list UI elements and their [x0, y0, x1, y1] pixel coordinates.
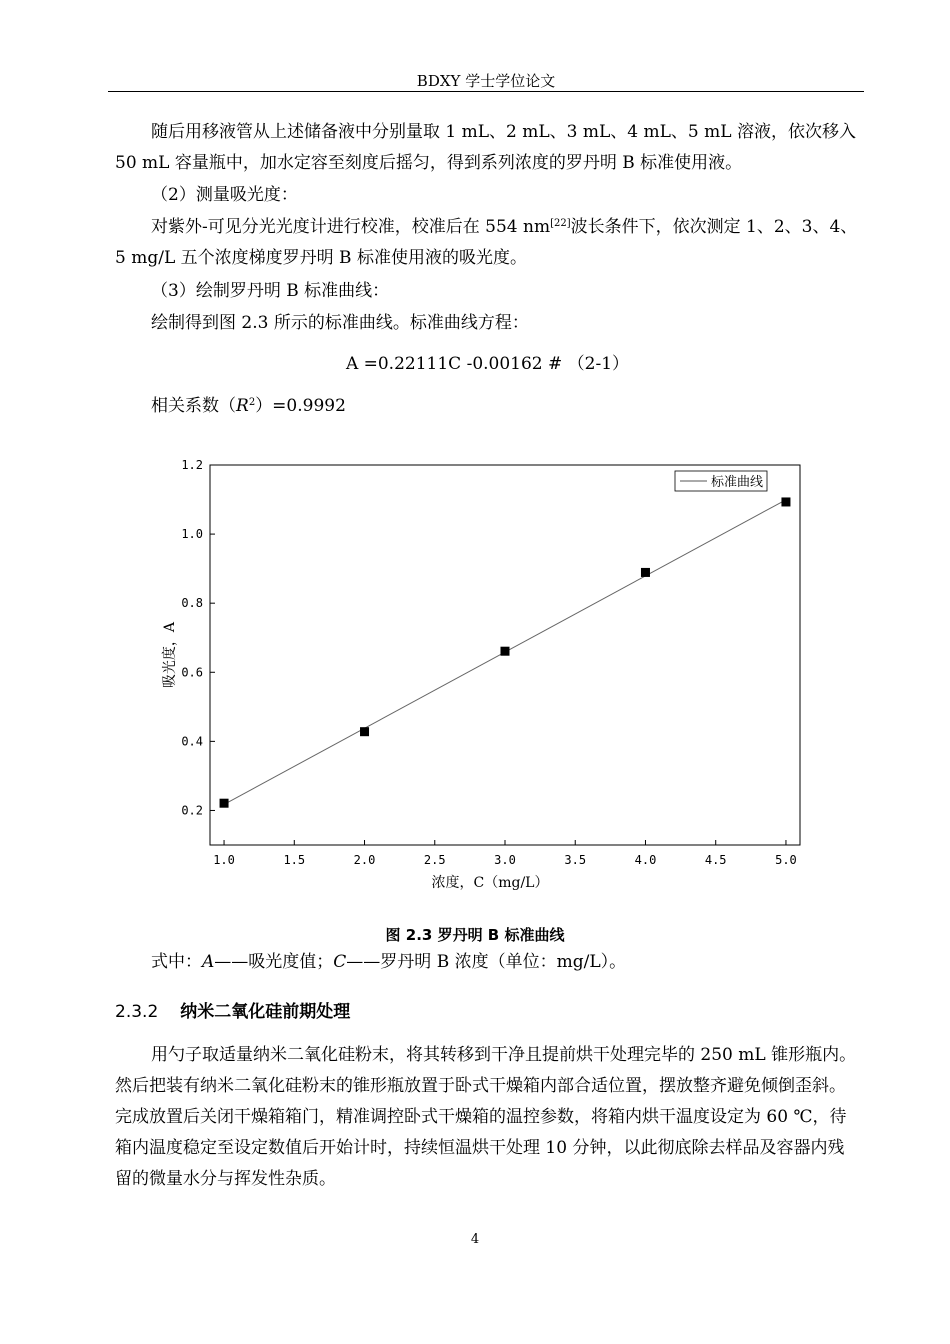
x-tick-label: 4.0 — [634, 853, 657, 867]
correlation-coefficient — [151, 391, 346, 422]
page-header: BDXY 学士学位论文 — [416, 72, 556, 90]
paragraph-2-text-a: 对紫外-可见分光光度计进行校准，校准后在 554 nm — [151, 217, 551, 237]
y-axis-label: 吸光度，A — [162, 621, 178, 689]
paragraph-2 — [115, 212, 860, 274]
x-axis-label: 浓度，C（mg/L） — [431, 875, 549, 891]
page-number: 4 — [470, 1232, 480, 1247]
legend-label: 标准曲线 — [711, 475, 764, 490]
x-tick-label: 1.5 — [283, 853, 306, 867]
var-a-desc: ——吸光度值； — [214, 952, 334, 972]
y-tick-label: 0.6 — [181, 665, 203, 680]
y-tick-label: 0.2 — [181, 803, 203, 818]
citation-ref: [22] — [550, 218, 571, 229]
var-a: A — [202, 952, 215, 972]
legend-prefix: 式中： — [151, 952, 202, 972]
data-point — [360, 727, 369, 736]
paragraph-3: 绘制得到图 2.3 所示的标准曲线。标准曲线方程： — [151, 313, 529, 333]
step-2-heading: （2）测量吸光度： — [151, 185, 298, 205]
section-number: 2.3.2 — [115, 1002, 159, 1022]
x-tick-label: 3.0 — [494, 853, 516, 867]
var-c: C — [333, 952, 347, 972]
figure-caption: 图 2.3 罗丹明 B 标准曲线 — [385, 926, 565, 944]
paragraph-4: 用勺子取适量纳米二氧化硅粉末，将其转移到干净且提前烘干处理完毕的 250 mL 锥形瓶内。然后把装有纳米二氧化硅粉末的锥形瓶放置于卧式干燥箱内部合适位置，摆放整齐避免倾倒歪斜。完成放置后关闭干燥箱箱门，精准调控卧式干燥箱的温控参数，将箱内烘干温度设定为 60 ℃，待箱内温度稳定至设定数值后开始计时，持续恒温烘干处理 10 分钟，以此彻底除去样品及容器内残留的微量水分与挥发性杂质。 — [115, 1045, 857, 1189]
section-heading — [115, 999, 350, 1025]
paragraph-1: 随后用移液管从上述储备液中分别量取 1 mL、2 mL、3 mL、4 mL、5 mL 溶液，依次移入 50 mL 容量瓶中，加水定容至刻度后摇匀，得到系列浓度的罗丹明 B 标准使用液。 — [115, 122, 856, 173]
r2-superscript: 2 — [248, 397, 256, 408]
x-tick-label: 3.5 — [564, 853, 587, 867]
data-point — [781, 497, 790, 506]
data-point — [220, 799, 229, 808]
x-tick-label: 2.5 — [423, 853, 446, 867]
y-tick-label: 1.0 — [181, 527, 203, 542]
x-tick-label: 5.0 — [775, 853, 797, 867]
x-tick-label: 4.5 — [704, 853, 727, 867]
y-tick-label: 1.2 — [181, 458, 203, 472]
y-tick-label: 0.8 — [181, 596, 203, 611]
step-3-heading: （3）绘制罗丹明 B 标准曲线： — [151, 281, 390, 301]
paragraph-2-text-b: 波长条件下，依次测定 1、2、3、4、5 mg/L 五个浓度梯度罗丹明 B 标准使用液的吸光度。 — [115, 217, 858, 268]
y-tick-label: 0.4 — [181, 734, 203, 749]
section-title: 纳米二氧化硅前期处理 — [180, 1002, 351, 1022]
var-c-desc: ——罗丹明 B 浓度（单位：mg/L）。 — [346, 952, 627, 972]
r2-prefix: 相关系数（ — [151, 396, 236, 416]
equation-2-1: A =0.22111C -0.00162 # （2-1） — [345, 354, 630, 374]
x-tick-label: 1.0 — [213, 853, 235, 867]
r2-variable: R — [236, 396, 249, 416]
data-point — [501, 647, 510, 656]
standard-curve-chart — [150, 450, 830, 900]
r2-value: ）=0.9992 — [255, 396, 346, 416]
data-point — [641, 568, 650, 577]
header-rule — [108, 91, 864, 92]
x-tick-label: 2.0 — [353, 853, 376, 867]
variable-legend — [151, 947, 626, 978]
